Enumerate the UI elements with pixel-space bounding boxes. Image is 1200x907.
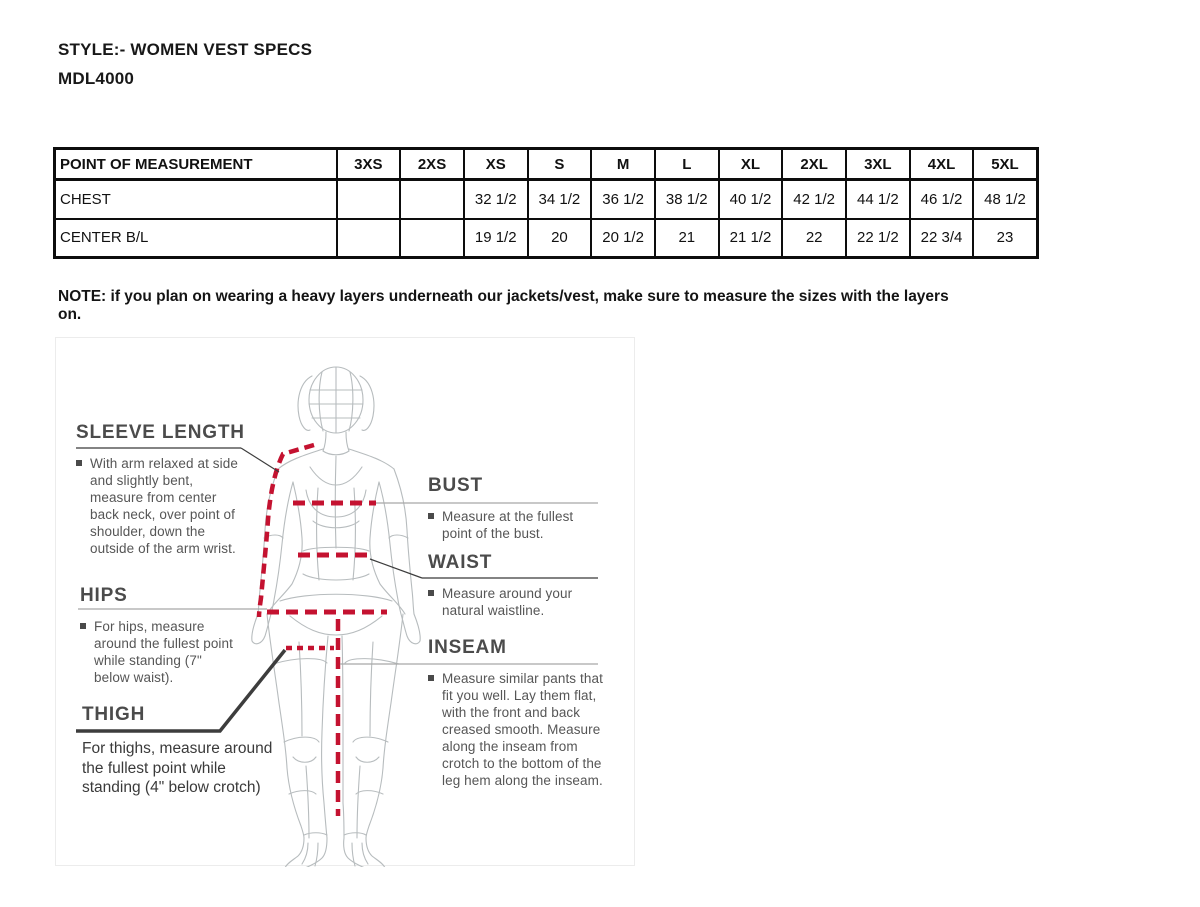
header-cell-size: 5XL (973, 149, 1037, 180)
waist-leader-line (370, 559, 422, 578)
row-label-cell: CHEST (55, 180, 337, 219)
measurement-diagram (55, 337, 635, 866)
size-value-cell: 36 1/2 (591, 180, 655, 219)
bullet-square-icon (428, 590, 434, 596)
bullet-square-icon (80, 623, 86, 629)
sleeve-length-desc: With arm relaxed at side and slightly bent, measure from center back neck, over point of shoulder, down the outside of the arm wrist. (90, 456, 238, 556)
section-sleeve-length (76, 422, 244, 557)
header-cell-size: XS (464, 149, 528, 180)
header-cell-size: XL (719, 149, 783, 180)
table-header-row (55, 149, 1038, 180)
header-cell-size: L (655, 149, 719, 180)
size-value-cell: 21 (655, 219, 719, 258)
header-cell-size: 4XL (910, 149, 974, 180)
size-value-cell: 19 1/2 (464, 219, 528, 258)
section-inseam (428, 637, 608, 789)
header-cell-size: 3XL (846, 149, 910, 180)
bullet-square-icon (428, 675, 434, 681)
size-value-cell (337, 180, 401, 219)
waist-title: WAIST (428, 552, 493, 573)
size-value-cell: 22 1/2 (846, 219, 910, 258)
header-cell-size: M (591, 149, 655, 180)
inseam-desc: Measure similar pants that fit you well. Lay them flat, with the front and back creased smooth. Measure along the inseam from crotch to the bottom of the leg hem along the inseam. (442, 671, 603, 788)
sleeve-length-title: SLEEVE LENGTH (76, 422, 245, 443)
bullet-square-icon (76, 460, 82, 466)
header-cell-size: S (528, 149, 592, 180)
size-value-cell (400, 180, 464, 219)
row-label-cell: CENTER B/L (55, 219, 337, 258)
size-value-cell: 21 1/2 (719, 219, 783, 258)
size-value-cell: 20 (528, 219, 592, 258)
size-value-cell: 22 3/4 (910, 219, 974, 258)
size-value-cell: 34 1/2 (528, 180, 592, 219)
size-spec-table (53, 147, 1039, 259)
header-cell-size: 2XS (400, 149, 464, 180)
waist-desc: Measure around your natural waistline. (442, 586, 573, 618)
header-cell-size: 3XS (337, 149, 401, 180)
size-value-cell: 23 (973, 219, 1037, 258)
section-bust (428, 475, 586, 542)
size-value-cell: 42 1/2 (782, 180, 846, 219)
model-code: MDL4000 (58, 69, 135, 88)
size-value-cell: 38 1/2 (655, 180, 719, 219)
table-row-chest (55, 180, 1038, 219)
style-title: STYLE:- WOMEN VEST SPECS (58, 40, 313, 59)
size-value-cell (400, 219, 464, 258)
bust-title: BUST (428, 475, 483, 496)
section-waist (428, 552, 578, 619)
table-row-center-bl (55, 219, 1038, 258)
section-thigh (82, 704, 282, 798)
size-value-cell: 22 (782, 219, 846, 258)
section-hips (80, 585, 240, 686)
size-value-cell: 44 1/2 (846, 180, 910, 219)
thigh-title: THIGH (82, 704, 146, 725)
hips-title: HIPS (80, 585, 128, 606)
inseam-title: INSEAM (428, 637, 507, 658)
thigh-desc: For thighs, measure around the fullest point while standing (4" below crotch) (82, 740, 273, 796)
size-value-cell: 40 1/2 (719, 180, 783, 219)
hips-desc: For hips, measure around the fullest point while standing (7" below waist). (94, 619, 233, 685)
size-value-cell: 46 1/2 (910, 180, 974, 219)
size-value-cell: 20 1/2 (591, 219, 655, 258)
bust-desc: Measure at the fullest point of the bust. (442, 509, 574, 541)
layers-note: NOTE: if you plan on wearing a heavy layers underneath our jackets/vest, make sure to measure the sizes with the layers on. (58, 288, 949, 323)
header-cell-size: 2XL (782, 149, 846, 180)
size-value-cell: 48 1/2 (973, 180, 1037, 219)
size-value-cell: 32 1/2 (464, 180, 528, 219)
size-value-cell (337, 219, 401, 258)
bullet-square-icon (428, 513, 434, 519)
sleeve-leader-line (241, 448, 279, 472)
header-cell-point-of-measurement: POINT OF MEASUREMENT (55, 149, 337, 180)
